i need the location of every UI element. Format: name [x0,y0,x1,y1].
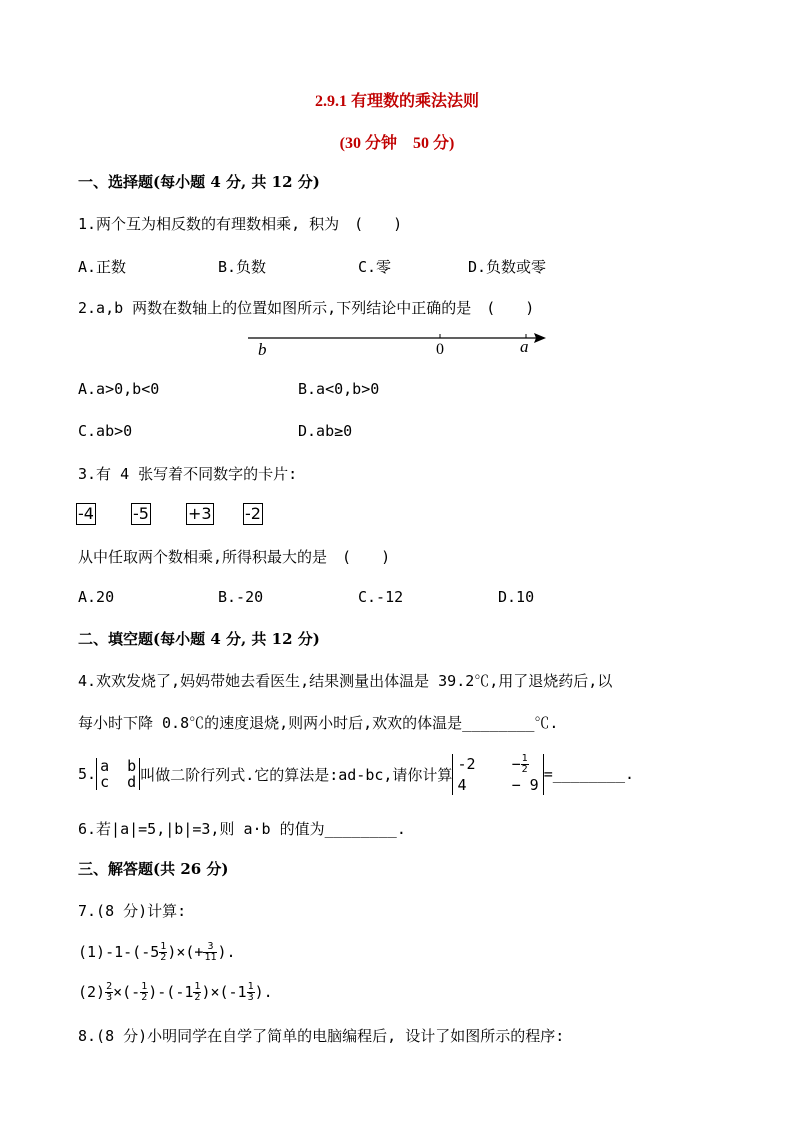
q2-option-d: D.ab≥0 [298,422,353,440]
fraction: $\frac{1}{2}$ [194,980,201,1003]
q2-option-b: B.a<0,b>0 [298,380,380,398]
det-entry: c [100,773,110,791]
number-card: -2 [245,504,261,523]
expr-text: ). [254,983,273,1001]
question-2-stem: 2.a,b 两数在数轴上的位置如图所示,下列结论中正确的是 ( ) [78,299,535,317]
expr-text: ). [217,943,236,961]
expr-text: )×(-1 [201,983,247,1001]
axis-label-b: b [258,340,267,359]
q1-option-d: D.负数或零 [468,258,547,276]
det-entry: b [127,757,137,775]
axis-label-zero: 0 [436,341,444,358]
question-5-text: 叫做二阶行列式.它的算法是:ad-bc,请你计算 [140,765,453,784]
q3-option-d: D.10 [498,588,535,606]
section-heading-choice: 一、选择题(每小题 4 分, 共 12 分) [78,173,320,191]
fraction: $\frac{1}{2}$ [141,980,148,1003]
number-card: +3 [188,504,212,523]
page-title: 2.9.1 有理数的乘法法则 [314,93,479,110]
det-entry: − 9 [511,775,539,794]
number-line-figure [240,328,560,364]
expr-text: )×(+ [167,943,204,961]
det-entry: -2 [457,754,476,773]
det-entry: 4 [457,775,467,794]
det-entry: a [100,757,110,775]
fraction: $\frac{1}{3}$ [247,980,254,1003]
determinant-compute [452,754,543,795]
question-8-stem: 8.(8 分)小明同学在自学了简单的电脑编程后, 设计了如图所示的程序: [78,1027,565,1045]
expr-text: (1)-1-(-5 [78,943,160,961]
question-7-stem: 7.(8 分)计算: [78,902,187,920]
q2-option-a: A.a>0,b<0 [78,380,160,398]
question-4-line2: 每小时下降 0.8℃的速度退烧,则两小时后,欢欢的体温是________℃. [78,714,559,732]
q1-option-b: B.负数 [218,258,267,276]
question-6: 6.若|a|=5,|b|=3,则 a·b 的值为________. [78,820,406,838]
expr-text: (2) [78,983,106,1001]
q3-option-b: B.-20 [218,588,264,606]
expr-text: ×(- [113,983,141,1001]
q3-option-a: A.20 [78,588,115,606]
det-fraction: $\frac{1}{2}$ [521,752,528,775]
question-5-number: 5. [78,765,97,783]
axis-label-a: a [520,337,529,356]
question-7-part2 [78,975,273,1009]
question-5-blank: =________. [543,765,635,783]
section-heading-solve: 三、解答题(共 26 分) [78,860,229,878]
question-1-stem: 1.两个互为相反数的有理数相乘, 积为 ( ) [78,215,403,233]
question-3-prompt: 从中任取两个数相乘,所得积最大的是 ( ) [78,548,391,566]
section-heading-fill: 二、填空题(每小题 4 分, 共 12 分) [78,630,320,648]
q3-option-c: C.-12 [358,588,404,606]
question-4-line1: 4.欢欢发烧了,妈妈带她去看医生,结果测量出体温是 39.2℃,用了退烧药后,以 [78,672,613,690]
det-entry: − [511,754,521,773]
fraction: $\frac{1}{2}$ [160,940,167,963]
det-entry: d [127,773,137,791]
number-card: -4 [78,504,94,523]
question-5 [78,752,634,796]
fraction: $\frac{3}{11}$ [204,940,217,963]
q2-option-c: C.ab>0 [78,422,133,440]
q1-option-c: C.零 [358,258,392,276]
question-7-part1 [78,935,236,969]
expr-text: )-(-1 [148,983,194,1001]
number-card: -5 [133,504,149,523]
determinant-definition [96,758,140,790]
page-subtitle: (30 分钟 50 分) [339,135,455,152]
question-3-stem: 3.有 4 张写着不同数字的卡片: [78,465,298,483]
fraction: $\frac{2}{3}$ [106,980,113,1003]
q1-option-a: A.正数 [78,258,127,276]
